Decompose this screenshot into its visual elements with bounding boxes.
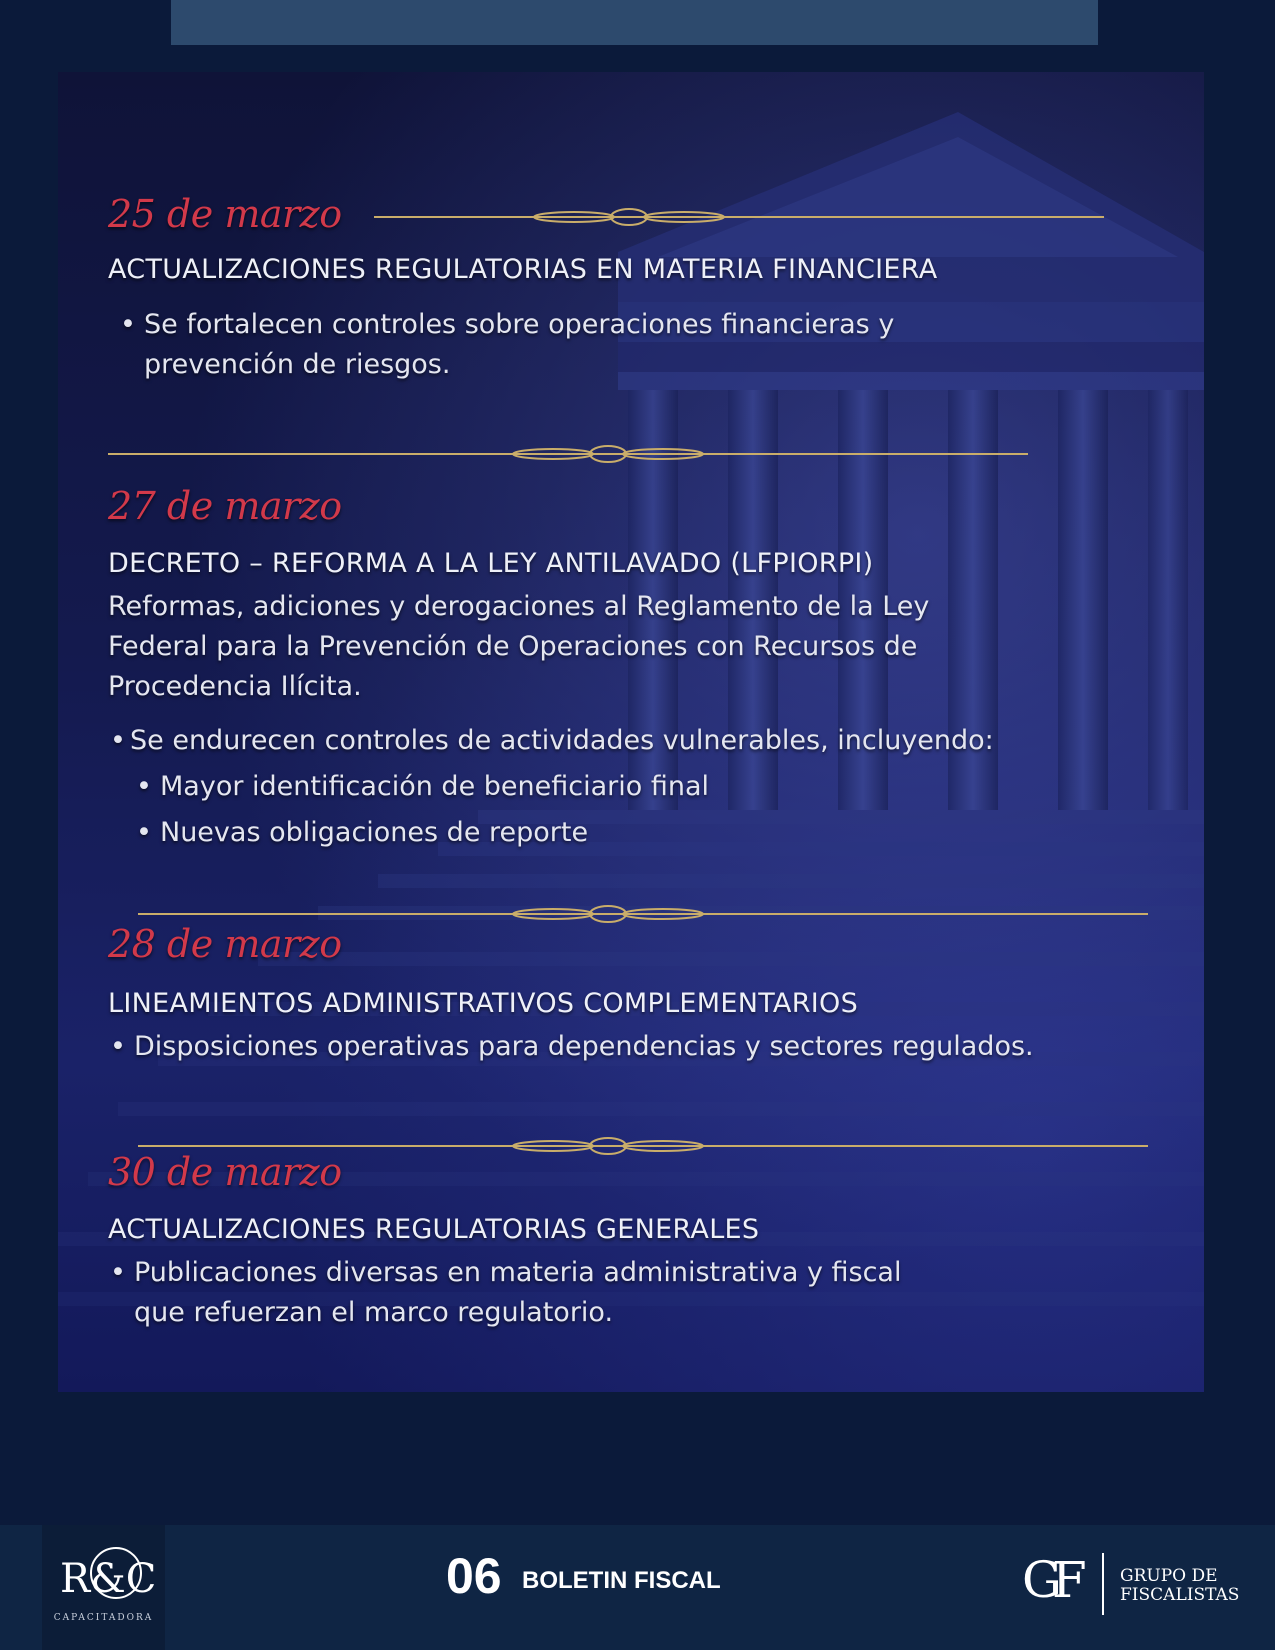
rc-logo-subtitle: CAPACITADORA (53, 1613, 154, 1623)
bullet-text: que refuerzan el marco regulatorio. (134, 1297, 614, 1328)
section-date: 27 de marzo (108, 484, 342, 528)
content-panel (58, 72, 1204, 1392)
section-date: 30 de marzo (108, 1150, 342, 1194)
bullet-text: Se fortalecen controles sobre operaciones financieras y (144, 309, 895, 340)
section-28-marzo (108, 922, 1164, 1067)
top-band (171, 0, 1098, 45)
section-date: 28 de marzo (108, 922, 342, 966)
bullet-text: Se endurecen controles de actividades vulnerables, incluyendo: (130, 725, 994, 756)
section-heading: ACTUALIZACIONES REGULATORIAS EN MATERIA FINANCIERA (108, 254, 938, 285)
sub-bullet-text: Mayor identificación de beneficiario final (160, 771, 710, 802)
gf-text-line: GRUPO DE (1120, 1566, 1218, 1586)
footer-bar (0, 1525, 1275, 1650)
section-date: 25 de marzo (108, 192, 342, 236)
section-30-marzo (108, 1150, 1164, 1333)
bullet-item (108, 1027, 1164, 1067)
bullet-item (108, 721, 1164, 761)
sub-bullet-item (108, 767, 1164, 807)
gf-logo-mark: GF (1022, 1551, 1077, 1609)
gold-divider (108, 442, 1028, 466)
rc-capacitadora-logo (42, 1525, 165, 1650)
rc-logo-mark: R&C (60, 1556, 157, 1602)
sub-bullet-text: Nuevas obligaciones de reporte (160, 817, 589, 848)
section-27-marzo (108, 484, 1164, 853)
paragraph-line: Reformas, adiciones y derogaciones al Reglamento de la Ley (108, 591, 930, 622)
bullet-text: Publicaciones diversas en materia administrativa y fiscal (134, 1257, 902, 1288)
section-heading: ACTUALIZACIONES REGULATORIAS GENERALES (108, 1214, 760, 1245)
logo-separator (1102, 1553, 1104, 1615)
sub-bullet-item (108, 813, 1164, 853)
bullet-text: Disposiciones operativas para dependencias y sectores regulados. (134, 1031, 1034, 1062)
gold-divider (374, 205, 1104, 229)
bullet-text: prevención de riesgos. (144, 349, 451, 380)
paragraph-line: Procedencia Ilícita. (108, 671, 362, 702)
page-number: 06 (446, 1548, 502, 1604)
grupo-fiscalistas-text (1120, 1567, 1239, 1605)
bullet-item (108, 1253, 1164, 1333)
paragraph-line: Federal para la Prevención de Operaciones con Recursos de (108, 631, 918, 662)
bullet-item (118, 305, 1164, 385)
section-heading: LINEAMIENTOS ADMINISTRATIVOS COMPLEMENTARIOS (108, 988, 859, 1019)
section-heading: DECRETO – REFORMA A LA LEY ANTILAVADO (LFPIORPI) (108, 548, 874, 579)
section-25-marzo-content (108, 254, 1164, 385)
page-label: BOLETIN FISCAL (522, 1567, 721, 1594)
gf-text-line: FISCALISTAS (1120, 1585, 1240, 1605)
